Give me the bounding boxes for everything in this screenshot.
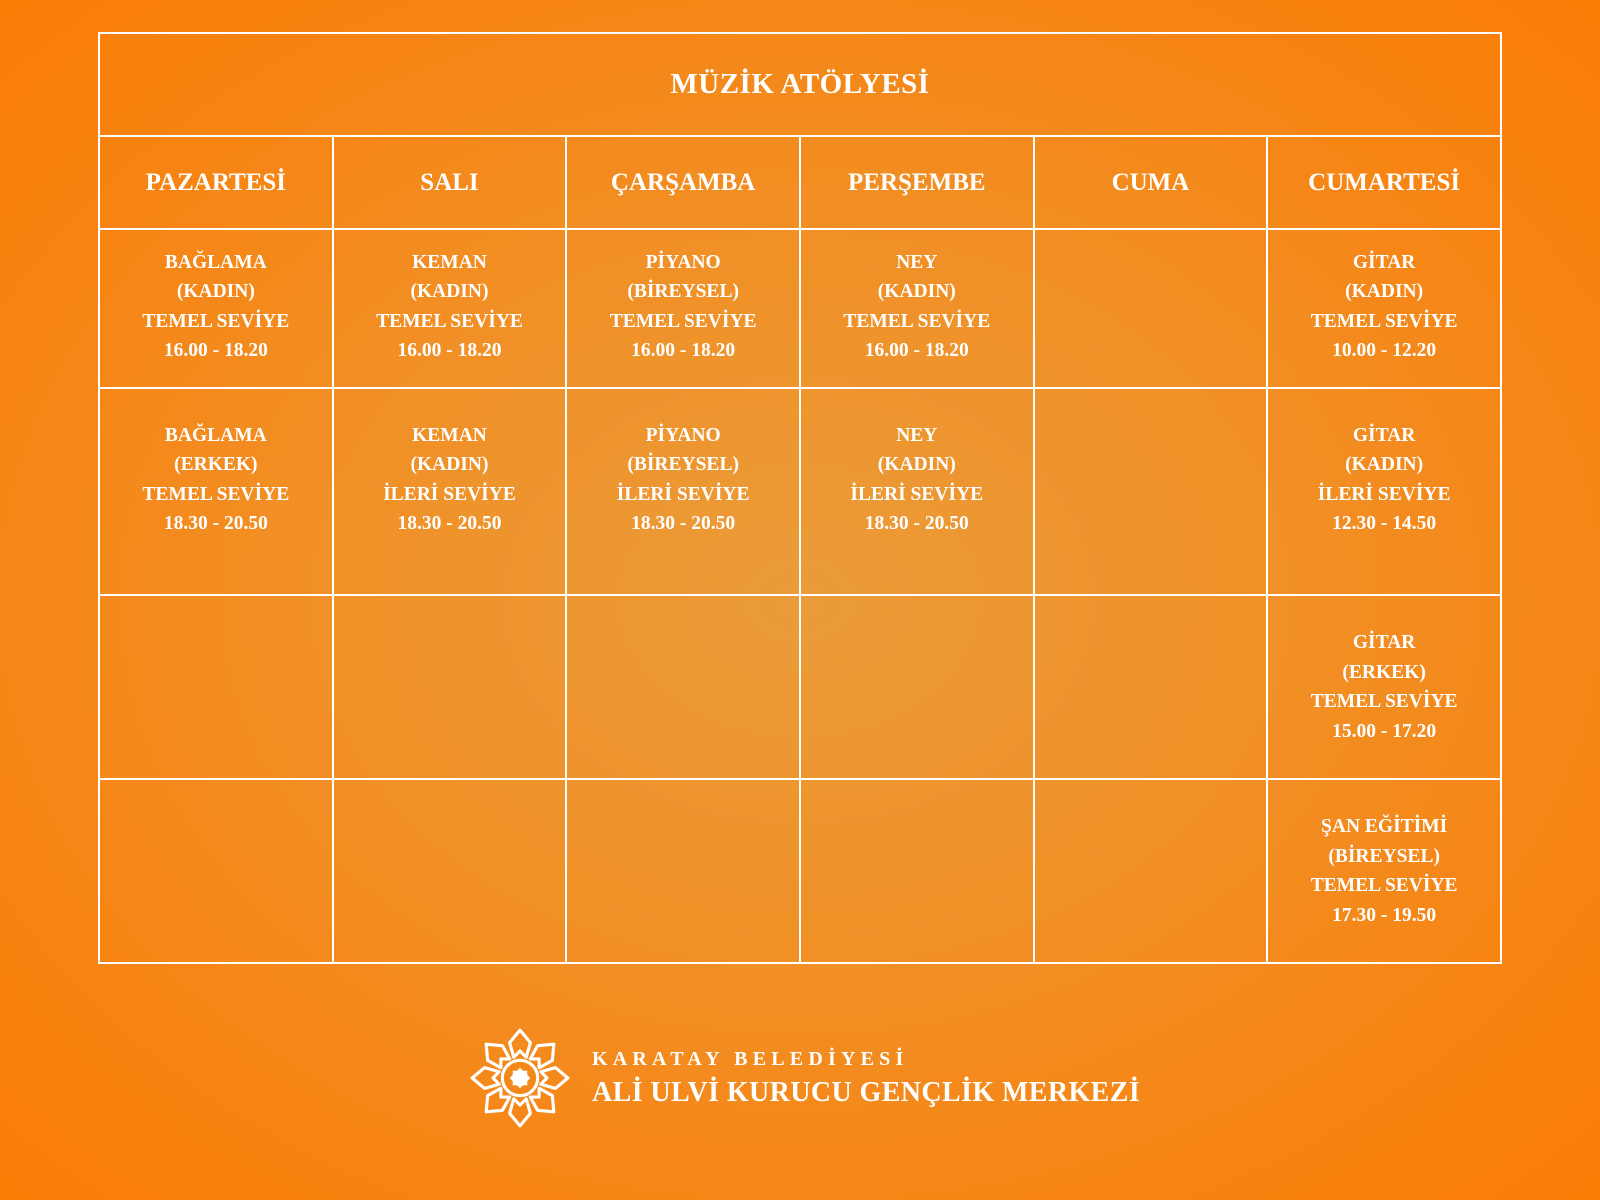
course-level: TEMEL SEVİYE: [843, 310, 991, 332]
course-name: GİTAR: [1352, 424, 1416, 446]
course-name: BAĞLAMA: [164, 424, 267, 446]
course-level: İLERİ SEVİYE: [616, 483, 750, 505]
class-cell: [800, 388, 1034, 595]
course-level: İLERİ SEVİYE: [850, 483, 984, 505]
course-name: PİYANO: [645, 424, 721, 446]
empty-cell: [566, 779, 800, 963]
class-cell: [1267, 595, 1501, 779]
class-cell: [566, 388, 800, 595]
course-time: 16.00 - 18.20: [864, 340, 969, 361]
course-name: GİTAR: [1352, 251, 1416, 273]
course-group: (BİREYSEL): [627, 281, 739, 302]
course-group: (KADIN): [410, 281, 489, 302]
day-header-carsamba: ÇARŞAMBA: [566, 136, 800, 229]
schedule-row: [99, 595, 1501, 779]
course-level: TEMEL SEVİYE: [376, 310, 523, 332]
class-cell: [1267, 229, 1501, 388]
course-name: NEY: [896, 251, 938, 273]
course-group: (KADIN): [410, 454, 489, 475]
day-header-cumartesi: CUMARTESİ: [1267, 136, 1501, 229]
day-header-cuma: CUMA: [1034, 136, 1268, 229]
course-name: KEMAN: [412, 424, 487, 446]
course-group: (BİREYSEL): [627, 454, 739, 475]
course-name: BAĞLAMA: [164, 251, 267, 273]
empty-cell: [800, 595, 1034, 779]
empty-cell: [1034, 229, 1268, 388]
empty-cell: [1034, 388, 1268, 595]
schedule-row: [99, 779, 1501, 963]
center-name: ALİ ULVİ KURUCU GENÇLİK MERKEZİ: [592, 1076, 1141, 1108]
course-time: 18.30 - 20.50: [631, 513, 736, 534]
course-time: 15.00 - 17.20: [1332, 720, 1437, 742]
empty-cell: [99, 595, 333, 779]
course-group: (KADIN): [176, 281, 255, 302]
course-group: (KADIN): [1345, 454, 1424, 475]
course-level: İLERİ SEVİYE: [383, 483, 516, 505]
empty-cell: [566, 595, 800, 779]
course-time: 18.30 - 20.50: [864, 513, 969, 534]
class-cell: [99, 229, 333, 388]
organization-name: KARATAY BELEDİYESİ: [592, 1047, 909, 1070]
day-header-persembe: PERŞEMBE: [800, 136, 1034, 229]
course-group: (BİREYSEL): [1328, 845, 1440, 867]
course-name: KEMAN: [412, 251, 487, 273]
course-level: TEMEL SEVİYE: [1310, 875, 1458, 896]
class-cell: [800, 229, 1034, 388]
course-level: TEMEL SEVİYE: [609, 310, 757, 332]
empty-cell: [800, 779, 1034, 963]
empty-cell: [333, 595, 567, 779]
course-name: GİTAR: [1352, 632, 1416, 653]
class-cell: [1267, 779, 1501, 963]
course-group: (KADIN): [877, 454, 956, 475]
schedule-table: [98, 32, 1502, 964]
course-time: 12.30 - 14.50: [1332, 513, 1437, 534]
empty-cell: [99, 779, 333, 963]
course-name: PİYANO: [645, 251, 721, 273]
course-time: 18.30 - 20.50: [397, 513, 502, 534]
course-group: (ERKEK): [174, 454, 258, 475]
empty-cell: [1034, 779, 1268, 963]
empty-cell: [1034, 595, 1268, 779]
class-cell: [333, 229, 567, 388]
course-level: TEMEL SEVİYE: [142, 483, 290, 505]
course-group: (KADIN): [1345, 281, 1424, 302]
course-level: İLERİ SEVİYE: [1317, 483, 1451, 505]
course-level: TEMEL SEVİYE: [142, 310, 290, 332]
karatay-star-logo-icon: [468, 1026, 572, 1130]
schedule-row: [99, 388, 1501, 595]
course-time: 10.00 - 12.20: [1332, 340, 1437, 361]
course-name: NEY: [896, 424, 938, 446]
class-cell: [1267, 388, 1501, 595]
course-name: ŞAN EĞİTİMİ: [1321, 816, 1448, 837]
course-time: 16.00 - 18.20: [631, 340, 736, 361]
day-header-row: [99, 136, 1501, 229]
course-time: 18.30 - 20.50: [163, 513, 268, 534]
course-time: 17.30 - 19.50: [1332, 904, 1437, 926]
day-header-sali: SALI: [333, 136, 567, 229]
day-header-pazartesi: PAZARTESİ: [99, 136, 333, 229]
schedule-title: MÜZİK ATÖLYESİ: [99, 33, 1501, 136]
class-cell: [566, 229, 800, 388]
course-group: (KADIN): [877, 281, 956, 302]
class-cell: [99, 388, 333, 595]
course-level: TEMEL SEVİYE: [1310, 310, 1458, 332]
class-cell: [333, 388, 567, 595]
course-time: 16.00 - 18.20: [163, 340, 268, 361]
schedule-row: [99, 229, 1501, 388]
empty-cell: [333, 779, 567, 963]
footer-brand: [468, 1028, 1140, 1128]
course-time: 16.00 - 18.20: [397, 340, 502, 361]
course-group: (ERKEK): [1342, 661, 1426, 683]
course-level: TEMEL SEVİYE: [1310, 691, 1458, 712]
